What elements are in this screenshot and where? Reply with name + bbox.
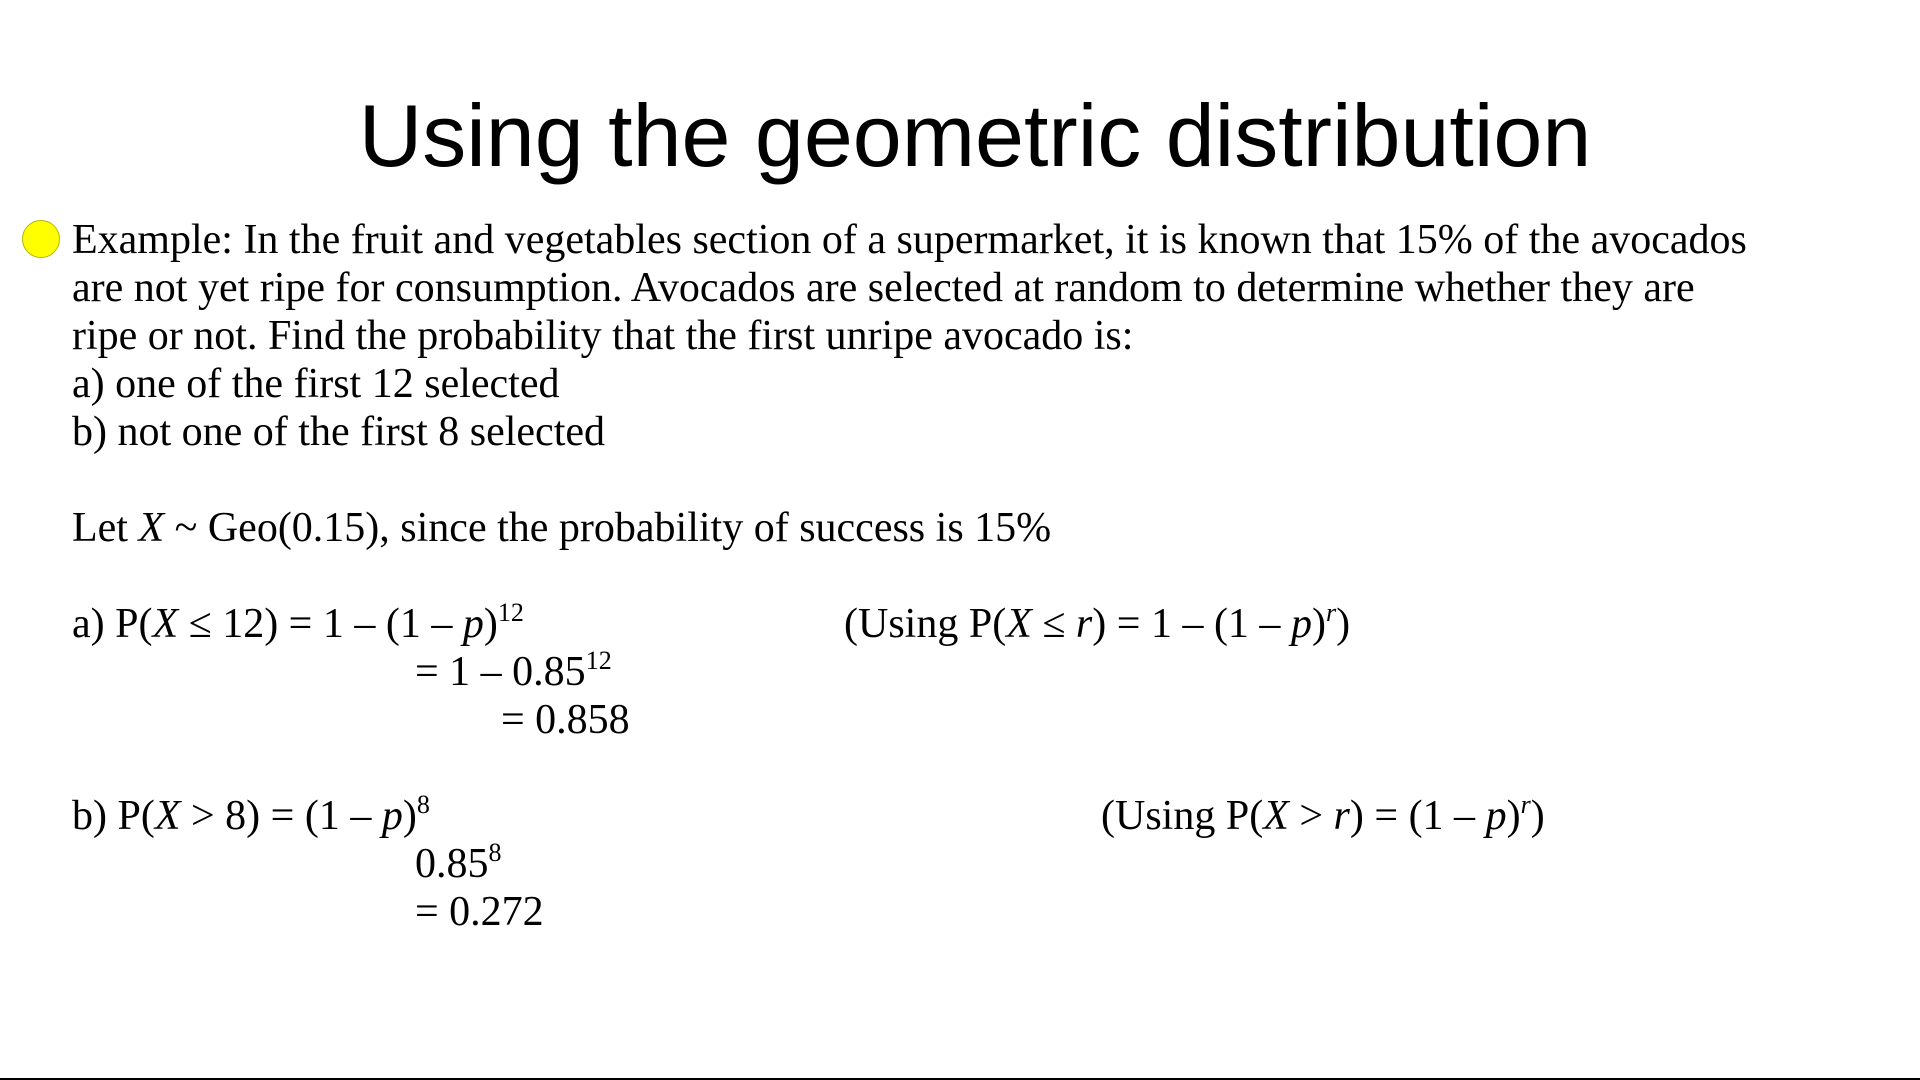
slide-title: Using the geometric distribution: [358, 86, 1592, 185]
part-a-formula-note: (Using P(X ≤ r) = 1 – (1 – p)$^r$): [844, 598, 1351, 647]
example-line: ripe or not. Find the probability that the first unripe avocado is:: [72, 313, 1134, 359]
variable-x: X: [138, 505, 165, 551]
part-b-equation: b) P(X > 8) = (1 – p)$^8$: [72, 790, 430, 839]
part-a-equation: a) P(X ≤ 12) = 1 – (1 – p)$^{12}$: [72, 598, 524, 647]
question-a: a) one of the first 12 selected: [72, 361, 560, 407]
part-a-result: = 0.858: [501, 697, 630, 743]
let-statement: Let X ~ Geo(0.15), since the probability of success is 15%: [72, 505, 1052, 551]
question-b: b) not one of the first 8 selected: [72, 409, 605, 455]
part-b-formula-note: (Using P(X > r) = (1 – p)$^r$): [1101, 790, 1545, 839]
bullet-circle-icon: [22, 220, 60, 258]
example-line: are not yet ripe for consumption. Avocados are selected at random to determine whether they are: [72, 265, 1695, 311]
example-line: Example: In the fruit and vegetables section of a supermarket, it is known that 15% of the avocados: [72, 217, 1747, 263]
part-b-result: = 0.272: [415, 889, 544, 935]
part-b-step: 0.85$^8$: [415, 838, 502, 887]
part-a-step: = 1 – 0.85$^{12}$: [415, 646, 612, 695]
